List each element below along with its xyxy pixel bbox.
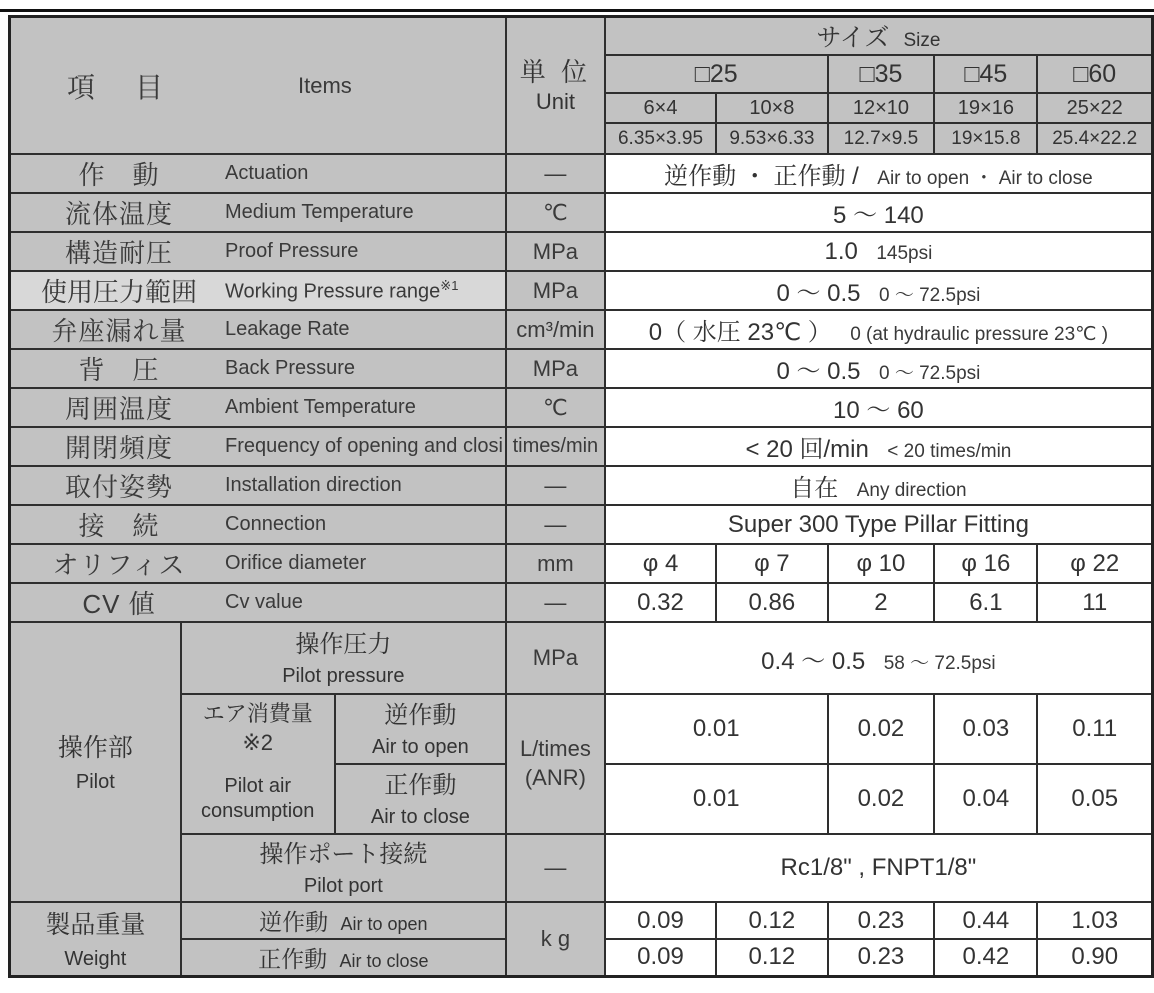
items-header-jp: 項 目 bbox=[66, 71, 169, 103]
value-cell: 0.09 bbox=[605, 939, 716, 976]
pilot-pressure-label: 操作圧力 Pilot pressure bbox=[181, 622, 506, 694]
value-cell bbox=[605, 232, 1153, 271]
value-cell bbox=[605, 505, 1153, 544]
pilot-group-cell bbox=[10, 622, 181, 902]
value-main: 自在 bbox=[790, 475, 839, 502]
size-header-en: Size bbox=[903, 30, 941, 51]
unit-cell: MPa bbox=[506, 622, 605, 694]
value-cell: 0.05 bbox=[1037, 764, 1152, 834]
unit-cell: — bbox=[506, 834, 605, 902]
size-header-cell bbox=[605, 17, 1153, 56]
unit-cell: mm bbox=[506, 544, 605, 583]
value-main: 5 〜 140 bbox=[833, 202, 924, 229]
size-group-60: □60 bbox=[1037, 55, 1152, 93]
weight-open-label: 逆作動 Air to open bbox=[181, 902, 506, 939]
row-label-jp: 背 圧 bbox=[78, 355, 160, 385]
unit-cell: L/times (ANR) bbox=[506, 694, 605, 834]
row-weight-open bbox=[10, 902, 1153, 939]
row-label-jp: 流体温度 bbox=[64, 199, 173, 229]
value-cell: φ 4 bbox=[605, 544, 716, 583]
row-working-pressure-range bbox=[10, 271, 1153, 310]
row-actuation bbox=[10, 154, 1153, 193]
unit-header-jp: 単 位 bbox=[519, 56, 592, 87]
value-sub: 145psi bbox=[876, 242, 933, 264]
unit-header-cell bbox=[506, 17, 605, 155]
row-label-en: Connection bbox=[225, 513, 327, 535]
value-cell: 0.86 bbox=[716, 583, 827, 622]
size-group-45: □45 bbox=[934, 55, 1037, 93]
value-cell: 6.1 bbox=[934, 583, 1037, 622]
unit-cell: — bbox=[506, 505, 605, 544]
value-sub: 0 (at hydraulic pressure 23℃ ) bbox=[850, 324, 1109, 345]
row-label-jp: 作 動 bbox=[78, 160, 160, 190]
row-label-jp: 構造耐圧 bbox=[64, 238, 173, 268]
value-cell: φ 16 bbox=[934, 544, 1037, 583]
size-code: 19×16 bbox=[934, 93, 1037, 123]
top-rule bbox=[0, 9, 1154, 12]
value-main: 10 〜 60 bbox=[833, 397, 924, 424]
value-cell: φ 10 bbox=[828, 544, 935, 583]
size-mm: 25.4×22.2 bbox=[1037, 123, 1152, 154]
value-cell: 0.23 bbox=[828, 939, 935, 976]
size-code: 12×10 bbox=[828, 93, 935, 123]
row-ambient-temperature bbox=[10, 388, 1153, 427]
size-code: 25×22 bbox=[1037, 93, 1152, 123]
value-cell: 0.03 bbox=[934, 694, 1037, 764]
items-header-cell bbox=[10, 17, 506, 155]
size-mm: 9.53×6.33 bbox=[716, 123, 827, 154]
value-cell: 11 bbox=[1037, 583, 1152, 622]
row-installation-direction bbox=[10, 466, 1153, 505]
unit-header-en: Unit bbox=[535, 89, 575, 114]
row-label-en: Medium Temperature bbox=[225, 201, 414, 223]
value-sub: Any direction bbox=[856, 480, 967, 501]
value-main: 0.4 〜 0.5 bbox=[761, 647, 866, 675]
row-label-en: Cv value bbox=[225, 591, 303, 613]
value-cell bbox=[605, 622, 1153, 694]
value-main: < 20 回/min bbox=[745, 436, 869, 463]
value-cell bbox=[605, 310, 1153, 349]
row-label-en: Frequency of opening and closi bbox=[225, 435, 503, 457]
row-label-jp: 周囲温度 bbox=[64, 394, 173, 424]
weight-group-jp: 製品重量 bbox=[45, 910, 146, 939]
value-sub: 58 〜 72.5psi bbox=[883, 652, 996, 674]
value-cell: 2 bbox=[828, 583, 935, 622]
row-label-en: Leakage Rate bbox=[225, 318, 350, 340]
spec-table bbox=[8, 15, 1154, 978]
pilot-port-label: 操作ポート接続 Pilot port bbox=[181, 834, 506, 902]
unit-cell: times/min bbox=[506, 427, 605, 466]
size-code: 6×4 bbox=[605, 93, 716, 123]
value-cell: 0.11 bbox=[1037, 694, 1152, 764]
row-connection bbox=[10, 505, 1153, 544]
value-cell: 0.12 bbox=[716, 902, 827, 939]
unit-cell: ℃ bbox=[506, 388, 605, 427]
value-cell: 0.01 bbox=[605, 694, 828, 764]
unit-cell: — bbox=[506, 466, 605, 505]
row-pilot-air-open bbox=[10, 694, 1153, 764]
row-label-en: Orifice diameter bbox=[225, 552, 367, 574]
row-leakage-rate bbox=[10, 310, 1153, 349]
value-main: 逆作動 ・ 正作動 / bbox=[664, 163, 859, 190]
size-mm: 12.7×9.5 bbox=[828, 123, 935, 154]
size-code: 10×8 bbox=[716, 93, 827, 123]
value-cell bbox=[605, 154, 1153, 193]
unit-cell: k g bbox=[506, 902, 605, 976]
row-cv-value bbox=[10, 583, 1153, 622]
unit-cell: — bbox=[506, 154, 605, 193]
value-cell bbox=[605, 349, 1153, 388]
value-sub: 0 〜 72.5psi bbox=[878, 363, 981, 384]
value-cell bbox=[605, 271, 1153, 310]
size-mm: 19×15.8 bbox=[934, 123, 1037, 154]
pilot-air-consumption-label: エア消費量 ※2 Pilot air consumption bbox=[181, 694, 335, 834]
value-main: 0 〜 0.5 bbox=[776, 280, 861, 307]
unit-cell: cm³/min bbox=[506, 310, 605, 349]
weight-close-label: 正作動 Air to close bbox=[181, 939, 506, 976]
weight-group-en: Weight bbox=[64, 947, 127, 970]
pilot-group-en: Pilot bbox=[75, 771, 115, 793]
row-proof-pressure bbox=[10, 232, 1153, 271]
note-ref-2: ※2 bbox=[242, 730, 274, 755]
value-cell: 0.02 bbox=[828, 694, 935, 764]
value-cell: 1.03 bbox=[1037, 902, 1152, 939]
row-opening-frequency bbox=[10, 427, 1153, 466]
row-label-en: Installation direction bbox=[225, 474, 402, 496]
value-cell bbox=[605, 388, 1153, 427]
value-cell: φ 22 bbox=[1037, 544, 1152, 583]
value-cell: 0.04 bbox=[934, 764, 1037, 834]
unit-cell: MPa bbox=[506, 232, 605, 271]
value-sub: Air to open ・ Air to close bbox=[877, 168, 1093, 189]
items-header-en: Items bbox=[298, 72, 352, 98]
value-main: 0（ 水圧 23℃ ） bbox=[648, 319, 832, 346]
value-main: Super 300 Type Pillar Fitting bbox=[727, 510, 1029, 538]
value-cell: 0.23 bbox=[828, 902, 935, 939]
row-label-en: Back Pressure bbox=[225, 357, 356, 379]
value-cell: 0.32 bbox=[605, 583, 716, 622]
row-label-en: Ambient Temperature bbox=[225, 396, 416, 418]
row-orifice-diameter bbox=[10, 544, 1153, 583]
row-label-en: Actuation bbox=[225, 162, 309, 184]
size-group-25: □25 bbox=[605, 55, 828, 93]
pilot-group-jp: 操作部 bbox=[57, 734, 133, 762]
value-cell: φ 7 bbox=[716, 544, 827, 583]
unit-cell: ℃ bbox=[506, 193, 605, 232]
value-cell: 0.02 bbox=[828, 764, 935, 834]
row-label-jp: 取付姿勢 bbox=[64, 472, 173, 502]
row-label-en: Proof Pressure bbox=[225, 240, 359, 262]
value-cell bbox=[605, 427, 1153, 466]
row-pilot-pressure bbox=[10, 622, 1153, 694]
row-label-en: Working Pressure range$^{※1}$ bbox=[225, 277, 459, 303]
value-cell: 0.01 bbox=[605, 764, 828, 834]
row-label-jp: 弁座漏れ量 bbox=[51, 316, 187, 346]
unit-cell: — bbox=[506, 583, 605, 622]
row-label-jp: オリフィス bbox=[52, 550, 186, 580]
value-main: 1.0 bbox=[824, 237, 858, 265]
value-cell: 0.09 bbox=[605, 902, 716, 939]
value-cell: 0.44 bbox=[934, 902, 1037, 939]
value-cell: 0.12 bbox=[716, 939, 827, 976]
pilot-air-open-label: 逆作動 Air to open bbox=[335, 694, 506, 764]
value-cell bbox=[605, 466, 1153, 505]
size-header-jp: サイズ bbox=[816, 24, 890, 52]
value-cell: 0.42 bbox=[934, 939, 1037, 976]
pilot-air-close-label: 正作動 Air to close bbox=[335, 764, 506, 834]
size-mm: 6.35×3.95 bbox=[605, 123, 716, 154]
note-ref-1: ※1 bbox=[440, 277, 459, 293]
row-back-pressure bbox=[10, 349, 1153, 388]
value-cell: 0.90 bbox=[1037, 939, 1152, 976]
row-label-jp: CV 値 bbox=[82, 589, 156, 619]
unit-cell: MPa bbox=[506, 349, 605, 388]
value-sub: 0 〜 72.5psi bbox=[878, 285, 981, 306]
row-label-jp: 開閉頻度 bbox=[64, 433, 173, 463]
value-sub: < 20 times/min bbox=[887, 441, 1012, 462]
size-group-35: □35 bbox=[828, 55, 935, 93]
value-cell bbox=[605, 193, 1153, 232]
row-pilot-port bbox=[10, 834, 1153, 902]
row-label-jp: 接 続 bbox=[78, 511, 160, 541]
value-main: 0 〜 0.5 bbox=[776, 358, 861, 385]
row-medium-temperature bbox=[10, 193, 1153, 232]
row-label-jp: 使用圧力範囲 bbox=[40, 277, 197, 307]
value-cell: Rc1/8" , FNPT1/8" bbox=[605, 834, 1153, 902]
weight-group-cell bbox=[10, 902, 181, 976]
unit-cell: MPa bbox=[506, 271, 605, 310]
